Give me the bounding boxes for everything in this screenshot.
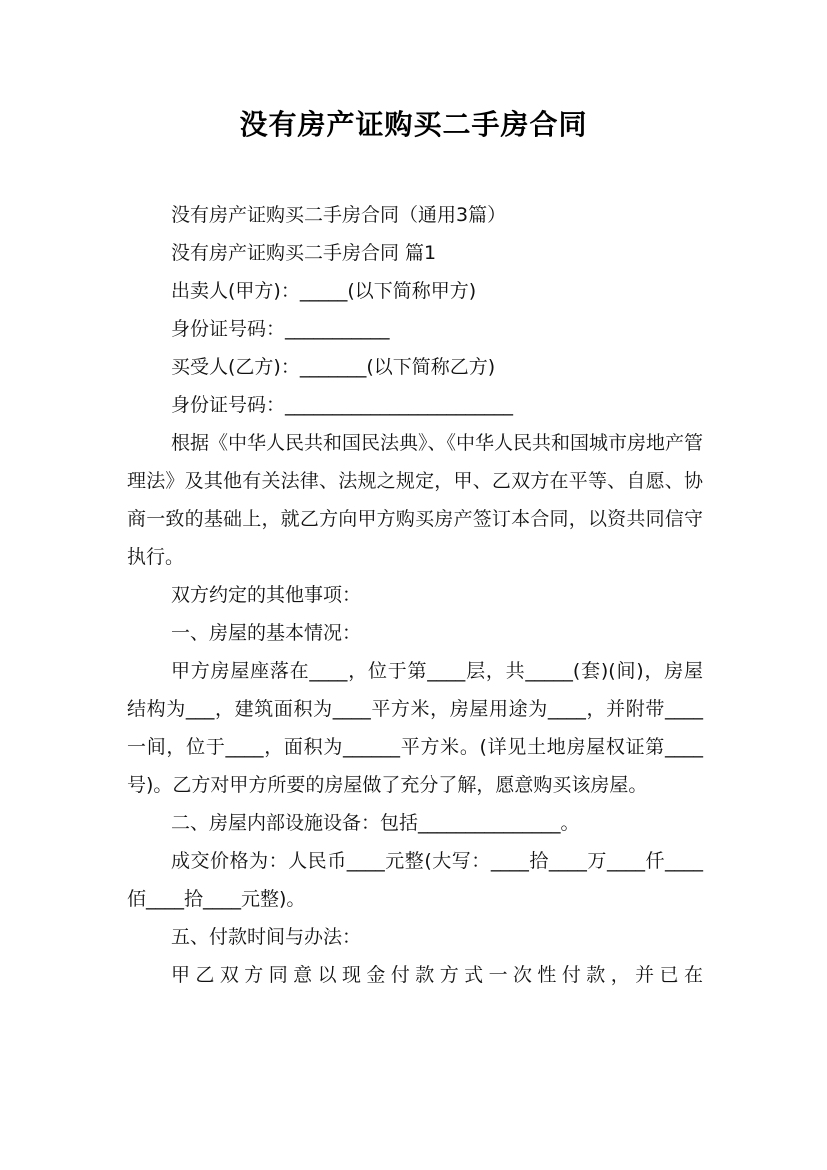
price-paragraph: 成交价格为：人民币____元整(大写：____拾____万____仟____佰____拾____元整)。	[127, 850, 703, 910]
property-description-paragraph: 甲方房屋座落在____，位于第____层，共_____(套)(间)，房屋结构为___，建筑面积为____平方米，房屋用途为____，并附带____一间，位于____，面积为______平方米。(详见土地房屋权证第____号)。乙方对甲方所要的房屋做了充分了解，愿意购买该房屋。	[127, 660, 703, 796]
section-2-paragraph: 二、房屋内部设施设备：包括_______________。	[171, 812, 580, 834]
subtitle-paragraph: 没有房产证购买二手房合同（通用3篇）	[171, 204, 507, 226]
section-1-heading: 一、房屋的基本情况：	[171, 622, 362, 644]
chapter-heading: 没有房产证购买二手房合同 篇1	[171, 242, 437, 264]
payment-paragraph: 甲乙双方同意以现金付款方式一次性付款，并已在	[171, 964, 703, 986]
seller-id-line: 身份证号码：___________	[171, 318, 390, 340]
other-matters-heading: 双方约定的其他事项：	[171, 584, 362, 606]
buyer-id-line: 身份证号码：________________________	[171, 394, 514, 416]
buyer-line: 买受人(乙方)：_______(以下简称乙方)	[171, 356, 496, 378]
document-title: 没有房产证购买二手房合同	[239, 108, 588, 141]
seller-line: 出卖人(甲方)：_____(以下简称甲方)	[171, 280, 477, 302]
legal-basis-paragraph: 根据《中华人民共和国民法典》、《中华人民共和国城市房地产管理法》及其他有关法律、法规之规定，甲、乙双方在平等、自愿、协商一致的基础上，就乙方向甲方购买房产签订本合同，以资共同信守执行。	[127, 432, 704, 568]
document-body	[127, 196, 703, 994]
section-5-heading: 五、付款时间与办法：	[171, 926, 362, 948]
